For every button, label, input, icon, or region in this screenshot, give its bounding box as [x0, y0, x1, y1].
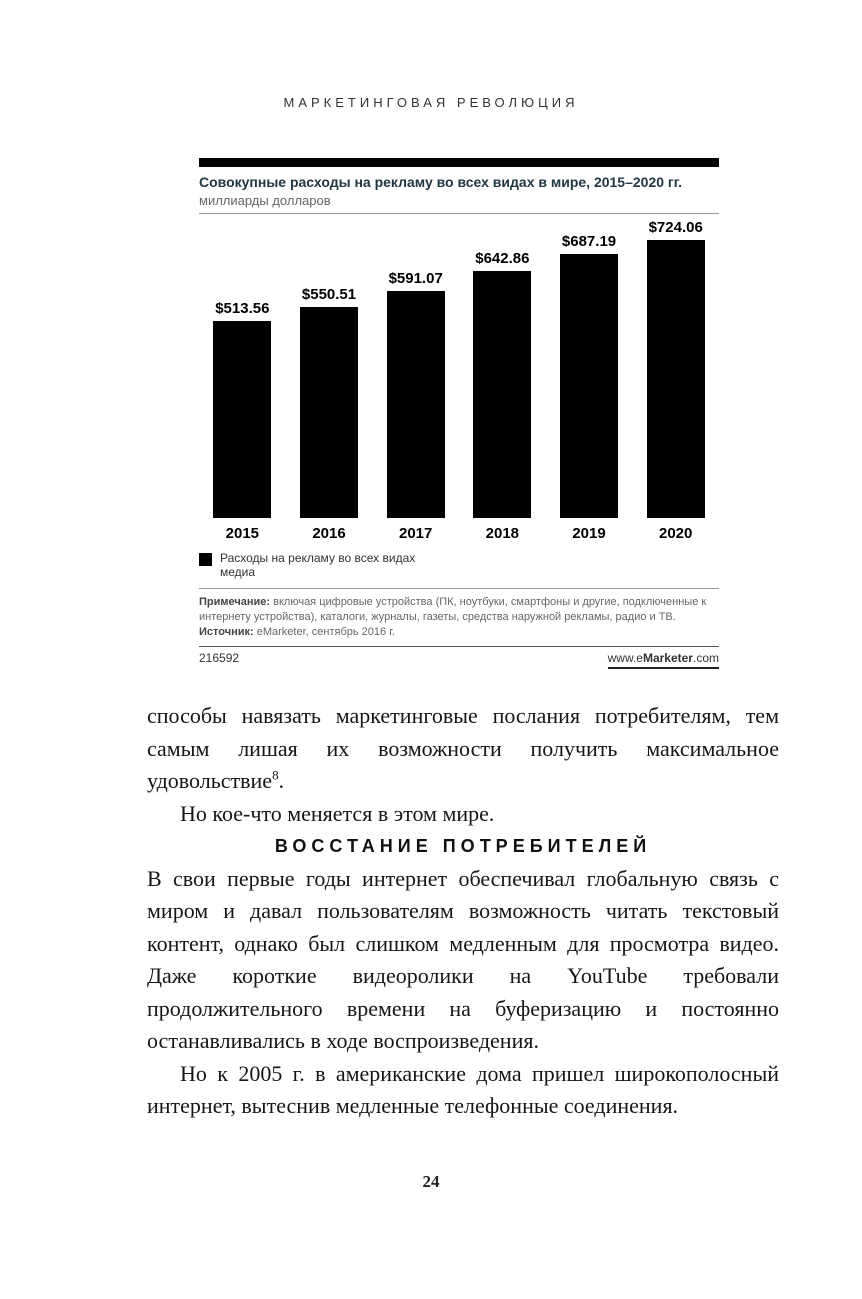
bar-year-label: 2017	[398, 525, 433, 542]
bar-chart	[199, 218, 719, 542]
bar-year-label: 2020	[659, 525, 693, 542]
bar-group	[459, 218, 546, 542]
body-paragraph: Но к 2005 г. в американские дома пришел широкополосный интернет, вытеснив медленные телефонные соединения.	[147, 1060, 779, 1118]
section-heading: ВОССТАНИЕ ПОТРЕБИТЕЛЕЙ	[274, 836, 652, 856]
chart-title: Совокупные расходы на рекламу во всех видах в мире, 2015–2020 гг.	[199, 174, 683, 190]
chart-note	[199, 588, 719, 641]
bar-year-label: 2018	[485, 525, 520, 542]
bar-group	[286, 218, 373, 542]
legend-swatch	[199, 553, 212, 566]
chart-url	[608, 651, 719, 669]
bar-group	[372, 218, 459, 542]
body-paragraph: Но кое-что меняется в этом мире.	[180, 800, 495, 826]
body-text	[147, 700, 779, 1123]
bar	[560, 254, 618, 518]
chart-legend	[199, 551, 719, 580]
chart-id: 216592	[199, 651, 240, 666]
bar-value-label: $724.06	[648, 219, 703, 236]
body-paragraph	[147, 700, 779, 798]
paragraph-period: .	[278, 768, 285, 793]
bar-group	[632, 218, 719, 542]
chart-top-bar	[199, 158, 719, 167]
bar	[300, 307, 358, 518]
bar-value-label: $591.07	[388, 270, 443, 287]
legend-label: Расходы на рекламу во всех видах медиа	[220, 551, 416, 580]
chart-url-bold: Marketer	[642, 651, 693, 666]
advertising-spend-chart	[199, 158, 719, 669]
running-head: МАРКЕТИНГОВАЯ РЕВОЛЮЦИЯ	[283, 95, 579, 110]
footnote-marker: 8	[272, 767, 279, 783]
bar	[213, 321, 271, 518]
note-label: Примечание:	[199, 595, 271, 608]
bar-year-label: 2016	[312, 525, 346, 542]
bar-value-label: $550.51	[301, 286, 357, 303]
source-text: eMarketer, сентябрь 2016 г.	[256, 626, 395, 639]
chart-footer	[199, 646, 719, 669]
bar-group	[199, 218, 286, 542]
paragraph-text: способы навязать маркетинговые послания потребителям, тем самым лишая их возможности получить максимальное удовольствие	[147, 703, 779, 793]
bar-value-label: $513.56	[215, 300, 270, 317]
page-number: 24	[422, 1172, 440, 1191]
bar-value-label: $642.86	[475, 250, 530, 267]
bar	[387, 291, 445, 518]
bar-year-label: 2019	[572, 525, 606, 542]
bar	[473, 271, 531, 518]
note-text: включая цифровые устройства (ПК, ноутбуки, смартфоны и другие, подключенные к интернету устройства), каталоги, журналы, газеты, средства наружной рекламы, радио и ТВ.	[199, 595, 707, 623]
chart-url-prefix: www.e	[607, 651, 643, 666]
source-line	[199, 625, 719, 640]
chart-subtitle: миллиарды долларов	[199, 193, 719, 214]
bar-value-label: $687.19	[561, 233, 617, 250]
source-label: Источник:	[199, 626, 254, 639]
note-line	[199, 595, 719, 625]
bar-year-label: 2015	[225, 525, 260, 542]
bar	[647, 240, 705, 518]
chart-url-suffix: .com	[692, 651, 719, 666]
bar-group	[546, 218, 633, 542]
body-paragraph: В свои первые годы интернет обеспечивал глобальную связь с миром и давал пользователям возможность читать текстовый контент, однако был слишком медленным для просмотра видео. Даже короткие видеоролики на YouTube требовали продолжительного времени на буферизацию и постоянно останавливались в ходе воспроизведения.	[147, 865, 779, 1053]
